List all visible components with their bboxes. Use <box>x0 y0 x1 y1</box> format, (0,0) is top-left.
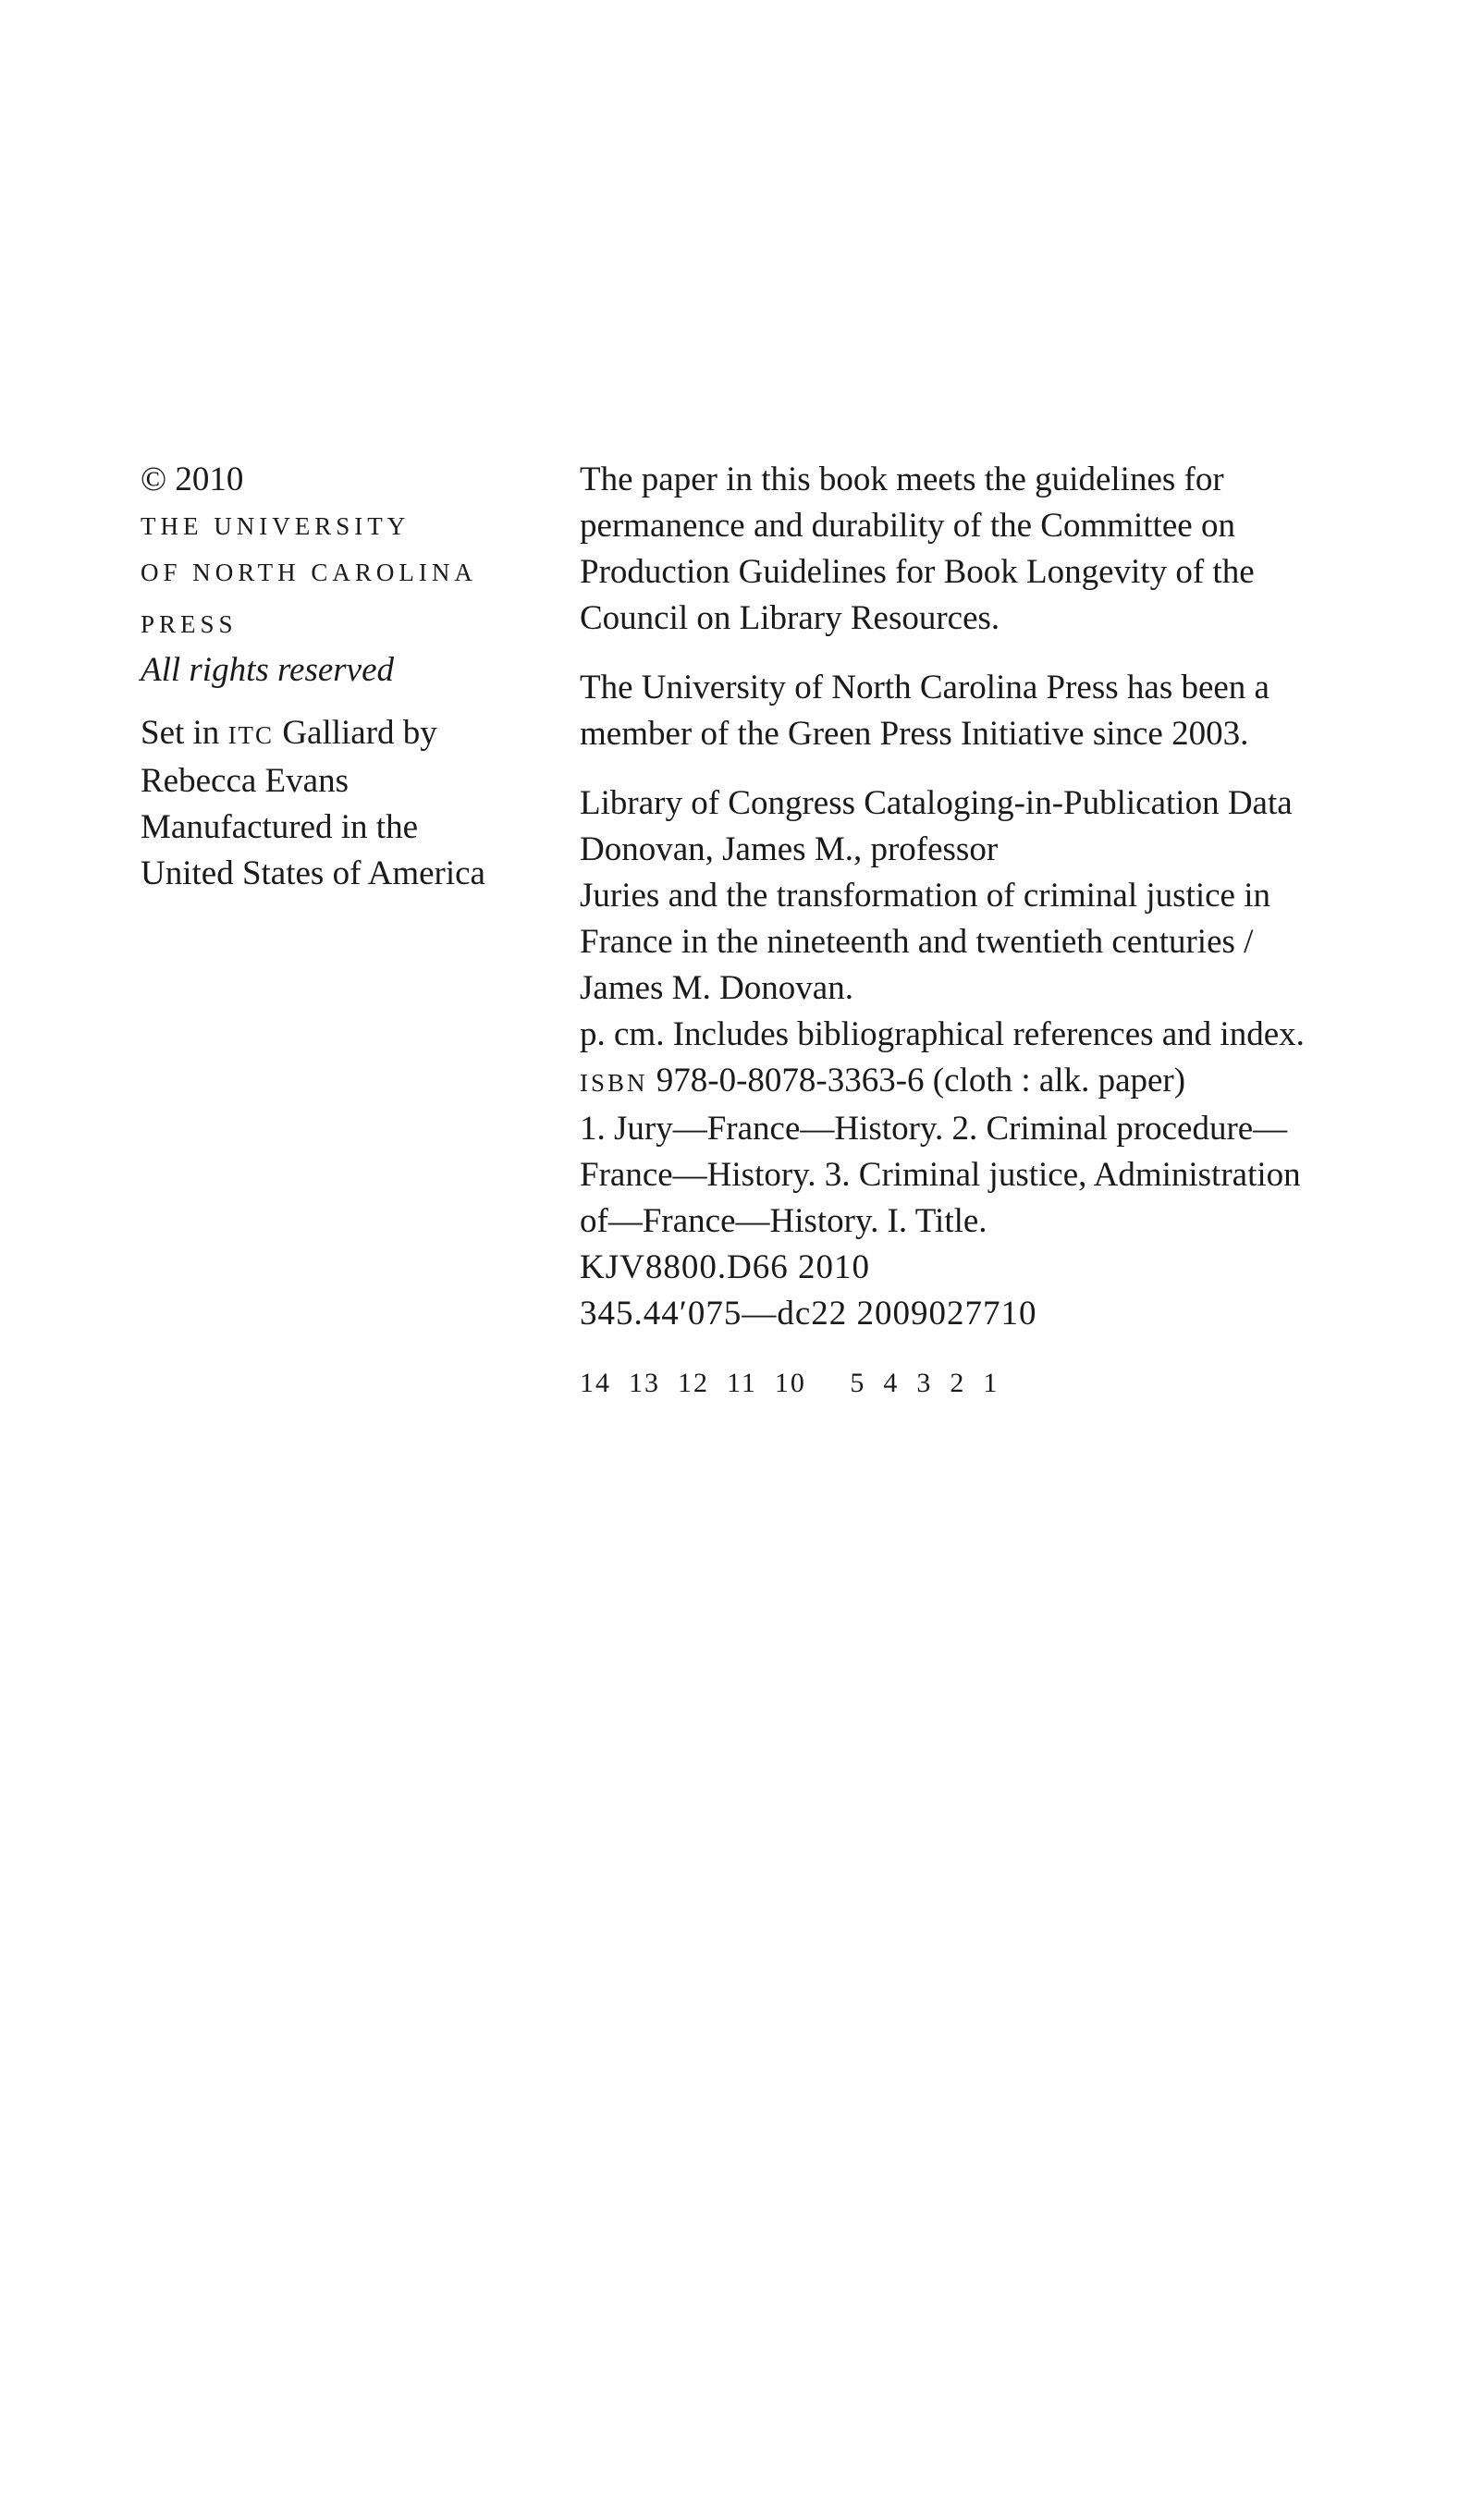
imprint-column <box>141 457 529 897</box>
text-line: The University of North Carolina Press has been a <box>580 669 1269 706</box>
publisher-name-line-2: OF NORTH CAROLINA <box>141 559 477 586</box>
cip-title-line: France in the nineteenth and twentieth centuries / <box>580 923 1254 961</box>
text-line: member of the Green Press Initiative since 2003. <box>580 715 1249 753</box>
cip-lc-classification: KJV8800.D66 2010 <box>580 1248 871 1286</box>
typeface-foundry: ITC <box>227 721 275 749</box>
cip-isbn <box>580 1058 1375 1106</box>
text-line: permanence and durability of the Committee on <box>580 507 1235 545</box>
isbn-value: 978-0-8078-3363-6 (cloth : alk. paper) <box>647 1062 1186 1100</box>
text-line: The paper in this book meets the guidelines for <box>580 461 1224 498</box>
rights-statement: All rights reserved <box>141 651 395 689</box>
typesetter-name: Rebecca Evans <box>141 762 349 800</box>
cip-data-block <box>580 780 1375 1337</box>
text-line: Production Guidelines for Book Longevity of the <box>580 553 1255 591</box>
cip-subject-line: 1. Jury—France—History. 2. Criminal procedure— <box>580 1110 1288 1148</box>
cip-title-line: Juries and the transformation of criminal justice in <box>580 877 1270 915</box>
green-press-statement <box>580 665 1375 757</box>
cip-subject-line: France—History. 3. Criminal justice, Administration <box>580 1156 1301 1194</box>
manufacture-line-2: United States of America <box>141 854 485 892</box>
isbn-label: ISBN <box>580 1069 648 1097</box>
cip-subject-line: of—France—History. I. Title. <box>580 1202 987 1240</box>
cip-statement-of-responsibility: James M. Donovan. <box>580 969 853 1007</box>
cip-column <box>580 457 1375 1407</box>
cip-notes: p. cm. Includes bibliographical references and index. <box>580 1015 1305 1053</box>
copyright-notice: © 2010 <box>141 461 244 498</box>
publisher-name-line-3: PRESS <box>141 610 238 638</box>
manufacture-line-1: Manufactured in the <box>141 808 418 846</box>
printing-number-line: 14 13 12 11 10 5 4 3 2 1 <box>580 1368 1000 1398</box>
publisher-name-line-1: THE UNIVERSITY <box>141 512 411 540</box>
cip-heading: Library of Congress Cataloging-in-Publication Data <box>580 784 1293 822</box>
text-line: Council on Library Resources. <box>580 599 1000 637</box>
typeface-credit: Set in ITC Galliard by <box>141 714 437 752</box>
paper-permanence-statement <box>580 457 1375 642</box>
cip-dewey-classification: 345.44′075—dc22 2009027710 <box>580 1295 1037 1333</box>
cip-author: Donovan, James M., professor <box>580 830 999 868</box>
